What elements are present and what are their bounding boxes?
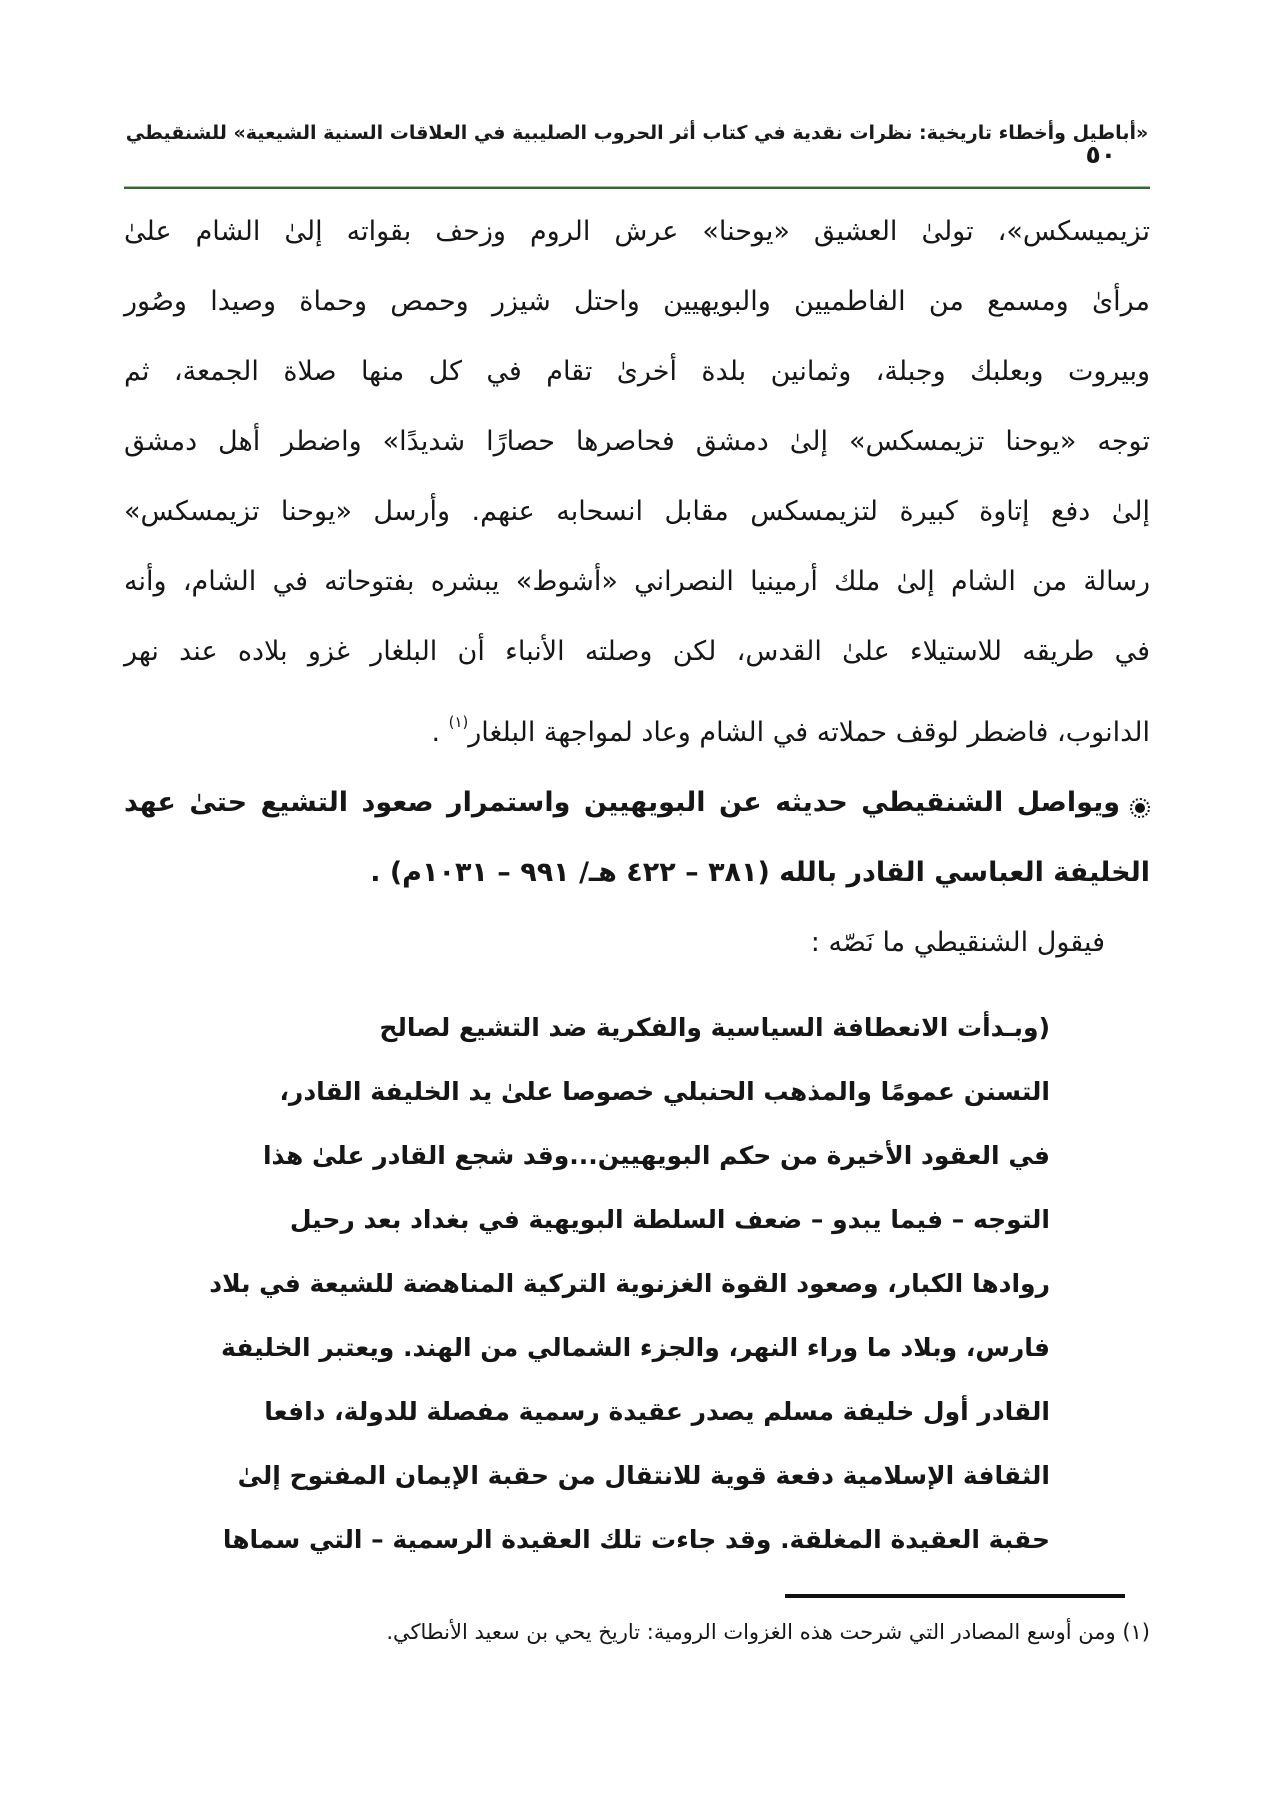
footnote — [124, 1612, 1150, 1652]
quote-block — [204, 996, 1050, 1572]
body-line: إلىٰ دفع إتاوة كبيرة لتزيمسكس مقابل انسحابه عنهم. وأرسل «يوحنا تزيمسكس» — [124, 496, 1150, 527]
body-line-tail: . — [431, 717, 449, 748]
commentary-paragraph — [124, 768, 1150, 908]
body-line: مرأىٰ ومسمع من الفاطميين والبويهيين واحتل شيزر وحمص وحماة وصيدا وصُور — [124, 286, 1150, 317]
quote-line: روادها الكبار، وصعود القوة الغزنوية التركية المناهضة للشيعة في بلاد — [209, 1269, 1050, 1298]
footnote-reference-superscript: (١) — [448, 713, 469, 731]
quote-line: حقبة العقيدة المغلقة. وقد جاءت تلك العقيدة الرسمية – التي سماها — [222, 1525, 1050, 1554]
quote-line: فارس، وبلاد ما وراء النهر، والجزء الشمالي من الهند. ويعتبر الخليفة — [221, 1333, 1050, 1362]
quote-line: الثقافة الإسلامية دفعة قوية للانتقال من حقبة الإيمان المفتوح إلىٰ — [237, 1461, 1050, 1490]
commentary-line-text: ويواصل الشنقيطي حديثه عن البويهيين واستمرار صعود التشيع حتىٰ عهد — [124, 787, 1120, 818]
body-line-text: الدانوب، فاضطر لوقف حملاته في الشام وعاد لمواجهة البلغار — [468, 717, 1150, 748]
commentary-line-first — [124, 768, 1150, 838]
body-line: توجه «يوحنا تزيمسكس» إلىٰ دمشق فحاصرها حصارًا شديدًا» واضطر أهل دمشق — [124, 426, 1150, 457]
footnote-marker: (١) — [1122, 1620, 1150, 1644]
page-number: ٥٠ — [1085, 140, 1116, 169]
body-line: تزيميسكس»، تولىٰ العشيق «يوحنا» عرش الروم وزحف بقواته إلىٰ الشام علىٰ — [124, 216, 1150, 247]
quote-line: (وبـدأت الانعطافة السياسية والفكرية ضد التشيع لصالح — [379, 1013, 1050, 1042]
quote-line: التوجه – فيما يبدو – ضعف السلطة البويهية في بغداد بعد رحيل — [289, 1205, 1050, 1234]
body-line-last — [124, 687, 1150, 768]
footnote-area — [124, 1594, 1150, 1652]
footnote-text: ومن أوسع المصادر التي شرحت هذه الغزوات الرومية: تاريخ يحي بن سعيد الأنطاكي. — [386, 1620, 1123, 1644]
footnote-divider — [785, 1594, 1125, 1598]
section-bullet-icon — [1130, 798, 1150, 818]
body-paragraph — [124, 197, 1150, 768]
quote-line: في العقود الأخيرة من حكم البويهيين...وقد شجع القادر علىٰ هذا — [262, 1141, 1050, 1170]
header-rule — [124, 186, 1150, 189]
body-line: رسالة من الشام إلىٰ ملك أرمينيا النصراني «أشوط» يبشره بفتوحاته في الشام، وأنه — [124, 566, 1150, 597]
body-line: في طريقه للاستيلاء علىٰ القدس، لكن وصلته الأنباء أن البلغار غزو بلاده عند نهر — [124, 636, 1150, 667]
quote-intro-line: فيقول الشنقيطي ما نَصّه : — [810, 927, 1105, 958]
quote-line: التسنن عمومًا والمذهب الحنبلي خصوصا علىٰ يد الخليفة القادر، — [279, 1077, 1050, 1106]
commentary-line: الخليفة العباسي القادر بالله (٣٨١ – ٤٢٢ هـ/ ٩٩١ – ١٠٣١م) . — [370, 857, 1150, 888]
running-head-title: «أباطيل وأخطاء تاريخية: نظرات نقدية في كتاب أثر الحروب الصليبية في العلاقات السنية الشيعية» للشنقيطي — [125, 122, 1149, 144]
page-header — [124, 0, 1150, 189]
quote-line: القادر أول خليفة مسلم يصدر عقيدة رسمية مفصلة للدولة، دافعا — [264, 1397, 1050, 1426]
body-line: وبيروت وبعلبك وجبلة، وثمانين بلدة أخرىٰ تقام في كل منها صلاة الجمعة، ثم — [124, 356, 1150, 387]
